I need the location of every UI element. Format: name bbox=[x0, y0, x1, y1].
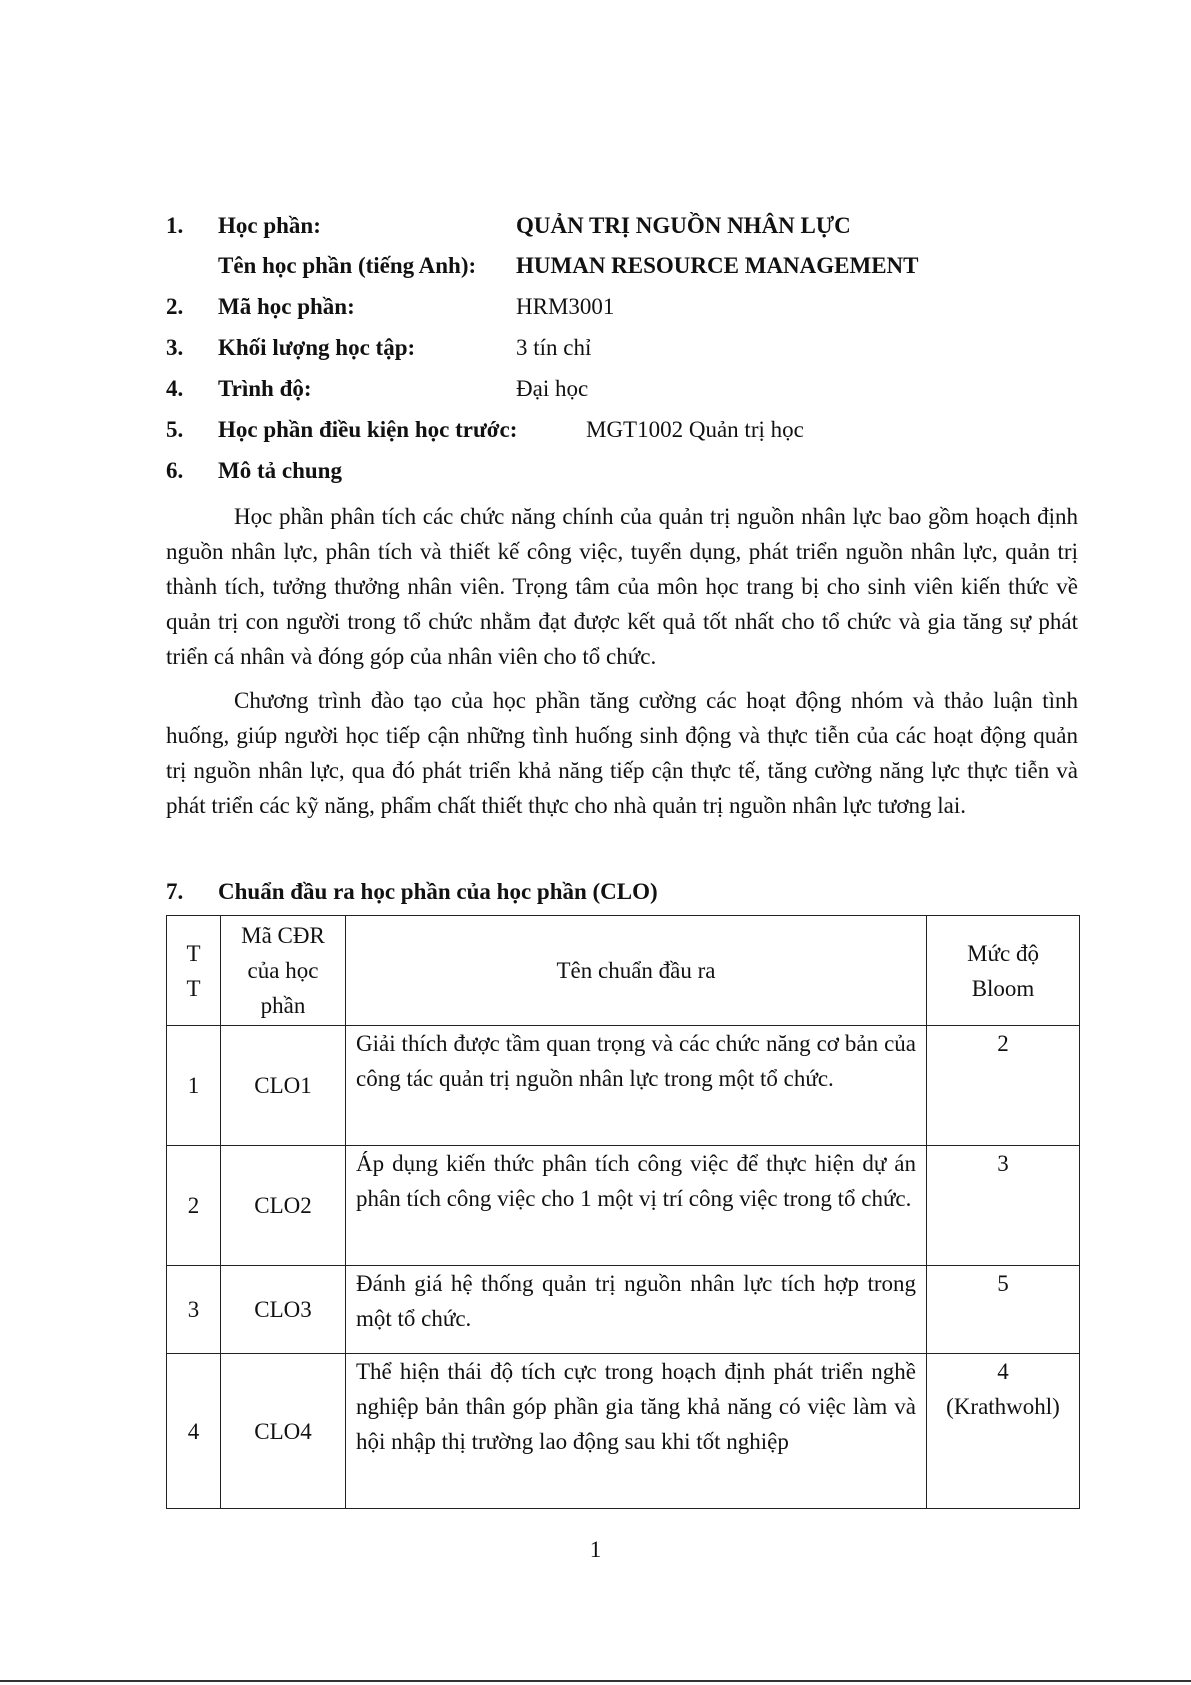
prerequisite: MGT1002 Quản trị học bbox=[586, 417, 804, 442]
row-tt: 3 bbox=[167, 1266, 221, 1354]
header-code bbox=[221, 916, 346, 1026]
row-code: CLO3 bbox=[221, 1266, 346, 1354]
row-level: 3 bbox=[927, 1146, 1080, 1266]
clo-table bbox=[166, 915, 1080, 1509]
item-1-number: 1. bbox=[166, 213, 184, 238]
english-name-label: Tên học phần (tiếng Anh): bbox=[218, 253, 477, 278]
row-description: Thể hiện thái độ tích cực trong hoạch định phát triển nghề nghiệp bản thân góp phần gia tăng khả năng có việc làm và hội nhập thị trường lao động sau khi tốt nghiệp bbox=[346, 1354, 927, 1509]
table-row bbox=[167, 1026, 1080, 1146]
description-paragraph-1: Học phần phân tích các chức năng chính của quản trị nguồn nhân lực bao gồm hoạch định nguồn nhân lực, phân tích và thiết kế công việc, tuyển dụng, phát triển nguồn nhân lực, quản trị thành tích, tưởng thưởng nhân viên. Trọng tâm của môn học trang bị cho sinh viên kiến thức về quản trị con người trong tổ chức nhằm đạt được kết quả tốt nhất cho tổ chức và gia tăng sự phát triển cá nhân và đóng góp của nhân viên cho tổ chức. bbox=[166, 504, 1078, 669]
row-description: Áp dụng kiến thức phân tích công việc để thực hiện dự án phân tích công việc cho 1 một vị trí công việc trong tổ chức. bbox=[346, 1146, 927, 1266]
header-code-line3: phần bbox=[260, 993, 306, 1018]
footer-divider bbox=[0, 1680, 1191, 1682]
header-tt-line2: T bbox=[186, 975, 201, 1001]
item-4-label: Trình độ: bbox=[218, 376, 312, 401]
header-bloom-line2: Bloom bbox=[971, 975, 1035, 1001]
table-row bbox=[167, 1354, 1080, 1509]
table-row bbox=[167, 1146, 1080, 1266]
header-code-line1: Mã CĐR bbox=[241, 923, 325, 948]
item-2-number: 2. bbox=[166, 294, 184, 319]
row-code: CLO1 bbox=[221, 1026, 346, 1146]
header-code-line2: của học bbox=[247, 958, 319, 983]
row-tt: 2 bbox=[167, 1146, 221, 1266]
clo-section-title: Chuẩn đầu ra học phần của học phần (CLO) bbox=[218, 879, 658, 904]
english-name: HUMAN RESOURCE MANAGEMENT bbox=[516, 253, 919, 278]
item-6-number: 6. bbox=[166, 458, 184, 483]
course-name: QUẢN TRỊ NGUỒN NHÂN LỰC bbox=[516, 213, 851, 238]
row-code: CLO2 bbox=[221, 1146, 346, 1266]
row-level-value: 4 bbox=[997, 1359, 1009, 1384]
row-tt: 4 bbox=[167, 1354, 221, 1509]
course-code: HRM3001 bbox=[516, 294, 615, 319]
row-level: 5 bbox=[927, 1266, 1080, 1354]
header-tt bbox=[167, 916, 221, 1026]
row-tt: 1 bbox=[167, 1026, 221, 1146]
item-3-number: 3. bbox=[166, 335, 184, 360]
item-5-number: 5. bbox=[166, 417, 184, 442]
header-name: Tên chuẩn đầu ra bbox=[346, 916, 927, 1026]
row-level: 2 bbox=[927, 1026, 1080, 1146]
page-number: 1 bbox=[589, 1537, 602, 1562]
row-level-note: (Krathwohl) bbox=[946, 1394, 1060, 1419]
description-paragraph-2: Chương trình đào tạo của học phần tăng cường các hoạt động nhóm và thảo luận tình huống, giúp người học tiếp cận những tình huống sinh động và thực tiễn của các hoạt động quản trị nguồn nhân lực, qua đó phát triển khả năng tiếp cận thực tế, tăng cường năng lực thực tiễn và phát triển các kỹ năng, phẩm chất thiết thực cho nhà quản trị nguồn nhân lực tương lai. bbox=[166, 688, 1078, 818]
education-level: Đại học bbox=[516, 376, 589, 401]
header-tt-line1: T bbox=[186, 940, 201, 966]
row-code: CLO4 bbox=[221, 1354, 346, 1509]
header-bloom bbox=[927, 916, 1080, 1026]
item-2-label: Mã học phần: bbox=[218, 294, 355, 319]
item-6-label: Mô tả chung bbox=[218, 458, 342, 483]
item-4-number: 4. bbox=[166, 376, 184, 401]
credits: 3 tín chỉ bbox=[516, 335, 592, 360]
item-3-label: Khối lượng học tập: bbox=[218, 335, 416, 360]
header-bloom-line1: Mức độ bbox=[967, 940, 1039, 966]
row-description: Đánh giá hệ thống quản trị nguồn nhân lực tích hợp trong một tổ chức. bbox=[346, 1266, 927, 1354]
item-1-label: Học phần: bbox=[218, 213, 321, 238]
table-row bbox=[167, 1266, 1080, 1354]
clo-table-header-row bbox=[167, 916, 1080, 1026]
clo-section-number: 7. bbox=[166, 879, 184, 904]
row-level bbox=[927, 1354, 1080, 1509]
row-description: Giải thích được tầm quan trọng và các chức năng cơ bản của công tác quản trị nguồn nhân lực trong một tổ chức. bbox=[346, 1026, 927, 1146]
item-5-label: Học phần điều kiện học trước: bbox=[218, 417, 518, 442]
